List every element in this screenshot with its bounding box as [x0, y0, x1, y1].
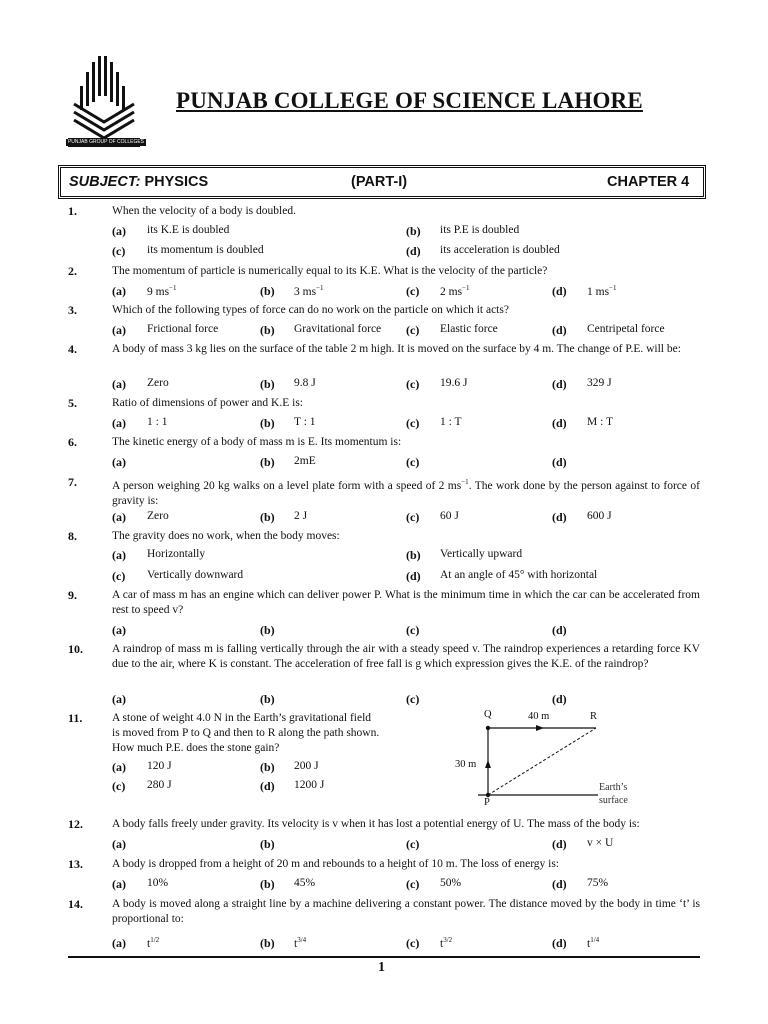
- option-a: [147, 936, 159, 950]
- option-label: (d): [552, 377, 567, 391]
- option-a: [147, 284, 177, 298]
- option-a: Zero: [147, 377, 169, 389]
- option-label: (d): [552, 692, 567, 706]
- option-label: (b): [260, 837, 275, 851]
- question-number: 13.: [68, 857, 83, 871]
- option-c: 19.6 J: [440, 377, 468, 389]
- option-label: (a): [112, 760, 126, 774]
- option-label: (a): [112, 877, 126, 891]
- option-a: Horizontally: [147, 548, 206, 560]
- option-c: 280 J: [147, 779, 172, 791]
- option-label: (d): [552, 623, 567, 637]
- question-text: A car of mass m has an engine which can deliver power P. What is the minimum time in which the car can be accelerated from rest to speed v?: [112, 589, 700, 616]
- option-label: (d): [552, 877, 567, 891]
- option-label: (d): [552, 837, 567, 851]
- exponent: 3/4: [297, 936, 307, 944]
- label-40m: 40 m: [528, 711, 550, 722]
- option-d: At an angle of 45° with horizontal: [440, 569, 598, 581]
- option-label: (a): [112, 936, 126, 950]
- question-number: 6.: [68, 435, 77, 449]
- label-r: R: [590, 711, 598, 722]
- option-c: its momentum is doubled: [147, 244, 264, 256]
- option-a: 1 : 1: [147, 416, 168, 428]
- option-a: Zero: [147, 510, 169, 522]
- arrow-icon: [536, 725, 544, 731]
- option-label: (c): [112, 779, 126, 793]
- question-text: A body is dropped from a height of 20 m and rebounds to a height of 10 m. The loss of energy is:: [112, 858, 560, 870]
- path-pr-dashed: [488, 728, 596, 795]
- option-b: T : 1: [294, 416, 316, 428]
- label-q: Q: [484, 709, 492, 720]
- exponent: 1/2: [150, 936, 160, 944]
- option-label: (c): [406, 510, 420, 524]
- option-label: (b): [260, 323, 275, 337]
- option-a: its K.E is doubled: [147, 224, 230, 236]
- subject-header: [58, 165, 706, 199]
- exponent: 1/4: [590, 936, 600, 944]
- option-d: 600 J: [587, 510, 612, 522]
- option-label: (b): [260, 936, 275, 950]
- college-logo: [64, 52, 144, 152]
- question-text: When the velocity of a body is doubled.: [112, 205, 296, 217]
- option-d: [587, 936, 599, 950]
- option-label: (a): [112, 323, 126, 337]
- option-label: (c): [406, 623, 420, 637]
- question-number: 11.: [68, 711, 83, 725]
- option-label: (c): [406, 936, 420, 950]
- unit-exponent: −1: [169, 284, 177, 292]
- option-label: (c): [406, 692, 420, 706]
- option-label: (b): [260, 416, 275, 430]
- option-a-text: 9 ms: [147, 285, 170, 298]
- option-d: 75%: [587, 877, 609, 889]
- question-text: Ratio of dimensions of power and K.E is:: [112, 397, 304, 409]
- option-label: (a): [112, 623, 126, 637]
- unit-exponent: −1: [462, 284, 470, 292]
- option-label: (d): [406, 244, 421, 258]
- option-d-text: t: [587, 937, 591, 950]
- option-b: 9.8 J: [294, 377, 316, 389]
- option-label: (b): [260, 284, 275, 298]
- option-b-text: 3 ms: [294, 285, 317, 298]
- option-label: (b): [260, 760, 275, 774]
- option-c: [440, 936, 452, 950]
- unit-exponent: −1: [609, 284, 617, 292]
- option-label: (d): [552, 323, 567, 337]
- option-d: [587, 284, 617, 298]
- page-number: 1: [378, 960, 385, 975]
- footer-divider: [68, 956, 700, 958]
- arrow-icon: [485, 760, 491, 768]
- option-label: (d): [552, 936, 567, 950]
- question-text: A body falls freely under gravity. Its velocity is v when it has lost a potential energy of U. The mass of the body is:: [112, 818, 640, 830]
- option-d: 329 J: [587, 377, 612, 389]
- option-b: 200 J: [294, 760, 319, 772]
- option-b: 45%: [294, 877, 316, 889]
- option-a: 10%: [147, 877, 169, 889]
- option-c: Vertically downward: [147, 569, 244, 581]
- question-text: A body is moved along a straight line by a machine delivering a constant power. The distance moved by the body in time ‘t’ is proportional to:: [112, 898, 700, 925]
- option-d: M : T: [587, 416, 613, 428]
- page-title: PUNJAB COLLEGE OF SCIENCE LAHORE: [176, 88, 643, 113]
- option-label: (c): [112, 569, 126, 583]
- question-text: The momentum of particle is numerically equal to its K.E. What is the velocity of the particle?: [112, 265, 548, 277]
- option-d: v × U: [587, 837, 614, 849]
- option-label: (b): [260, 623, 275, 637]
- question-number: 3.: [68, 303, 77, 317]
- subject-line: [69, 174, 208, 190]
- question-text: A stone of weight 4.0 N in the Earth’s gravitational field is moved from P to Q and then to R along the path shown. How much P.E. does the stone gain?: [112, 712, 380, 754]
- question-number: 9.: [68, 588, 77, 602]
- option-label: (a): [112, 510, 126, 524]
- part-label: (PART-I): [351, 174, 408, 190]
- label-earth-surface: Earth’s surface: [599, 782, 628, 806]
- option-label: (a): [112, 837, 126, 851]
- option-label: (c): [406, 416, 420, 430]
- option-label: (d): [552, 416, 567, 430]
- chapter-label: CHAPTER 4: [607, 174, 690, 190]
- option-d: Centripetal force: [587, 323, 665, 335]
- option-label: (d): [552, 455, 567, 469]
- question-text: The kinetic energy of a body of mass m is E. Its momentum is:: [112, 436, 402, 448]
- option-label: (c): [406, 837, 420, 851]
- question-number: 2.: [68, 264, 77, 278]
- option-c: 60 J: [440, 510, 459, 522]
- option-c: 50%: [440, 877, 462, 889]
- option-label: (a): [112, 377, 126, 391]
- option-label: (d): [406, 569, 421, 583]
- option-b-text: t: [294, 937, 298, 950]
- option-d-text: 1 ms: [587, 285, 610, 298]
- exponent: 3/2: [443, 936, 453, 944]
- option-d: 1200 J: [294, 779, 325, 791]
- option-label: (c): [406, 377, 420, 391]
- question-number: 7.: [68, 475, 77, 489]
- question-text: A raindrop of mass m is falling vertically through the air with a steady speed v. The raindrop experiences a retarding force KV due to the air, where K is constant. The acceleration of free fall is g which expression gives the K.E. of the raindrop?: [112, 643, 700, 670]
- question-number: 8.: [68, 529, 77, 543]
- option-label: (b): [260, 455, 275, 469]
- option-label: (a): [112, 455, 126, 469]
- option-b: Gravitational force: [294, 323, 382, 335]
- question-text: A person weighing 20 kg walks on a level plate form with a speed of 2 $ms^{-1}$. The work done by the person against to force of gravity is:: [112, 478, 700, 507]
- option-a-text: t: [147, 937, 151, 950]
- option-b: 2 J: [294, 510, 308, 522]
- option-label: (b): [260, 692, 275, 706]
- logo-caption: PUNJAB GROUP OF COLLEGES: [67, 139, 145, 145]
- question-number: 10.: [68, 642, 83, 656]
- option-c: Elastic force: [440, 323, 498, 335]
- question-number: 14.: [68, 897, 83, 911]
- option-label: (a): [112, 224, 126, 238]
- option-label: (d): [260, 779, 275, 793]
- option-a: Frictional force: [147, 323, 219, 335]
- option-c: [440, 284, 470, 298]
- option-c-text: 2 ms: [440, 285, 463, 298]
- option-label: (a): [112, 548, 126, 562]
- option-label: (c): [112, 244, 126, 258]
- option-label: (b): [260, 510, 275, 524]
- option-label: (b): [260, 877, 275, 891]
- label-p: P: [484, 797, 490, 808]
- label-30m: 30 m: [455, 759, 477, 770]
- question-text: The gravity does no work, when the body moves:: [112, 530, 340, 542]
- option-label: (c): [406, 455, 420, 469]
- option-label: (c): [406, 877, 420, 891]
- option-a: 120 J: [147, 760, 172, 772]
- option-label: (a): [112, 284, 126, 298]
- option-label: (d): [552, 510, 567, 524]
- option-label: (b): [260, 377, 275, 391]
- option-b: [294, 936, 306, 950]
- option-label: (a): [112, 416, 126, 430]
- option-b: 2mE: [294, 455, 316, 467]
- option-label: (b): [406, 224, 421, 238]
- question-number: 5.: [68, 396, 77, 410]
- option-b: Vertically upward: [440, 548, 523, 560]
- question-text: A body of mass 3 kg lies on the surface of the table 2 m high. It is moved on the surface by 4 m. The change of P.E. will be:: [112, 343, 681, 355]
- question-number: 4.: [68, 342, 77, 356]
- subject-label: SUBJECT:: [69, 174, 141, 190]
- question-number: 12.: [68, 817, 83, 831]
- option-b: [294, 284, 324, 298]
- option-c: 1 : T: [440, 416, 462, 428]
- question-text: Which of the following types of force can do no work on the particle on which it acts?: [112, 304, 509, 316]
- question-number: 1.: [68, 204, 77, 218]
- option-label: (b): [406, 548, 421, 562]
- option-c-text: t: [440, 937, 444, 950]
- subject-value: PHYSICS: [144, 174, 209, 190]
- option-label: (c): [406, 284, 420, 298]
- option-label: (c): [406, 323, 420, 337]
- option-label: (d): [552, 284, 567, 298]
- unit-exponent: −1: [461, 478, 469, 486]
- point-q: [486, 726, 490, 730]
- option-b: its P.E is doubled: [440, 224, 520, 236]
- unit-exponent: −1: [316, 284, 324, 292]
- option-label: (a): [112, 692, 126, 706]
- option-d: its acceleration is doubled: [440, 244, 560, 256]
